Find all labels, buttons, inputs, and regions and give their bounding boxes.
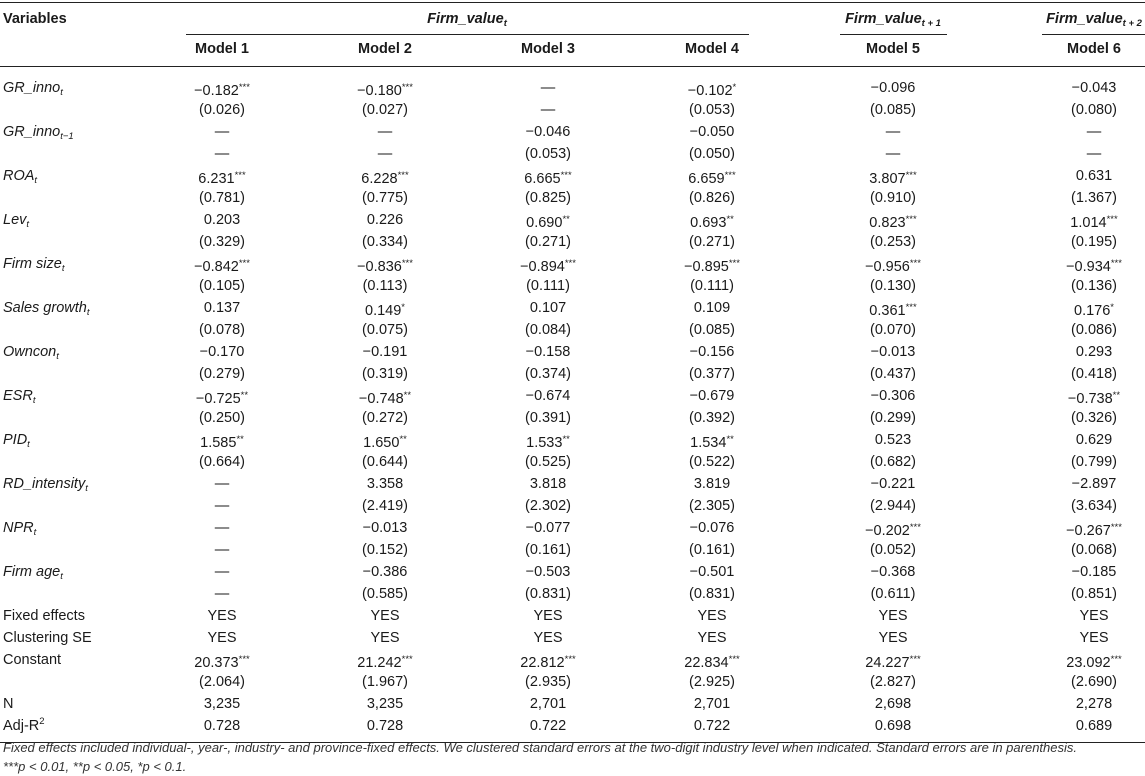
- std-error-cell: —: [1086, 146, 1102, 162]
- coefficient-cell: 23.092***: [1066, 654, 1122, 671]
- coefficient-cell: −0.013: [362, 520, 408, 536]
- coefficient-cell: 0.226: [366, 212, 404, 228]
- group-underline: [186, 34, 749, 35]
- std-error-cell: (0.105): [199, 278, 245, 294]
- std-error-cell: (2.690): [1071, 674, 1117, 690]
- coefficient-cell: −0.842***: [194, 258, 250, 275]
- coefficient-cell: —: [377, 124, 393, 140]
- coefficient-cell: YES: [697, 608, 727, 624]
- row-label: Owncon$_t$: [3, 344, 59, 362]
- std-error-cell: (0.075): [362, 322, 408, 338]
- std-error-cell: —: [885, 146, 901, 162]
- coefficient-cell: 0.293: [1075, 344, 1113, 360]
- coefficient-cell: −0.043: [1071, 80, 1117, 96]
- coefficient-cell: 6.665***: [524, 170, 572, 187]
- coefficient-cell: —: [885, 124, 901, 140]
- coefficient-cell: 20.373***: [194, 654, 250, 671]
- std-error-cell: (0.418): [1071, 366, 1117, 382]
- coefficient-cell: −0.202***: [865, 522, 921, 539]
- variables-header: Variables: [3, 11, 67, 27]
- coefficient-cell: YES: [207, 608, 237, 624]
- row-label: $PID_t$: [3, 432, 30, 450]
- coefficient-cell: 0.107: [529, 300, 567, 316]
- model-header: Model 5: [866, 41, 920, 57]
- std-error-cell: (0.152): [362, 542, 408, 558]
- std-error-cell: (2.935): [525, 674, 571, 690]
- coefficient-cell: 1.014***: [1070, 214, 1118, 231]
- std-error-cell: (0.136): [1071, 278, 1117, 294]
- coefficient-cell: 22.812***: [520, 654, 576, 671]
- coefficient-cell: −0.170: [199, 344, 245, 360]
- coefficient-cell: −0.013: [870, 344, 916, 360]
- coefficient-cell: YES: [878, 630, 908, 646]
- coefficient-cell: −0.895***: [684, 258, 740, 275]
- std-error-cell: (0.027): [362, 102, 408, 118]
- std-error-cell: (2.827): [870, 674, 916, 690]
- coefficient-cell: YES: [370, 630, 400, 646]
- std-error-cell: (0.085): [870, 102, 916, 118]
- coefficient-cell: 3,235: [366, 696, 404, 712]
- coefficient-cell: −0.368: [870, 564, 916, 580]
- std-error-cell: (0.437): [870, 366, 916, 382]
- table-notes: [3, 738, 1143, 776]
- coefficient-cell: 0.722: [529, 718, 567, 734]
- coefficient-cell: 3,235: [203, 696, 241, 712]
- row-label: Adj-$R^2$: [3, 716, 45, 734]
- coefficient-cell: 0.523: [874, 432, 912, 448]
- coefficient-cell: 0.361***: [869, 302, 917, 319]
- coefficient-cell: −0.748**: [358, 390, 412, 407]
- std-error-cell: (2.419): [362, 498, 408, 514]
- coefficient-cell: 22.834***: [684, 654, 740, 671]
- coefficient-cell: 21.242***: [357, 654, 413, 671]
- coefficient-cell: −0.738**: [1067, 390, 1121, 407]
- coefficient-cell: 0.631: [1075, 168, 1113, 184]
- row-label: $NPR_t$: [3, 520, 37, 538]
- coefficient-cell: —: [214, 124, 230, 140]
- coefficient-cell: 0.176*: [1074, 302, 1114, 319]
- coefficient-cell: —: [214, 564, 230, 580]
- std-error-cell: (0.781): [199, 190, 245, 206]
- top-rule: [0, 2, 1145, 3]
- row-label: $ROA_t$: [3, 168, 38, 186]
- coefficient-cell: 2,698: [874, 696, 912, 712]
- coefficient-cell: 2,278: [1075, 696, 1113, 712]
- coefficient-cell: 1.534**: [690, 434, 734, 451]
- header-rule: [0, 66, 1145, 67]
- coefficient-cell: 1.650**: [363, 434, 407, 451]
- group-header-firm-value: Firm_value$_{t + 2}$: [1046, 11, 1142, 29]
- std-error-cell: (0.253): [870, 234, 916, 250]
- coefficient-cell: −0.894***: [520, 258, 576, 275]
- coefficient-cell: YES: [1079, 630, 1109, 646]
- coefficient-cell: YES: [1079, 608, 1109, 624]
- coefficient-cell: −0.674: [525, 388, 571, 404]
- std-error-cell: (2.302): [525, 498, 571, 514]
- row-label: GR_inno$_{t-1}$: [3, 124, 74, 142]
- std-error-cell: (0.053): [689, 102, 735, 118]
- row-label: RD_intensity$_t$: [3, 476, 88, 494]
- coefficient-cell: 0.728: [203, 718, 241, 734]
- row-label: Lev$_t$: [3, 212, 30, 230]
- coefficient-cell: 3.807***: [869, 170, 917, 187]
- std-error-cell: (0.271): [689, 234, 735, 250]
- coefficient-cell: —: [1086, 124, 1102, 140]
- coefficient-cell: 2,701: [693, 696, 731, 712]
- std-error-cell: —: [377, 146, 393, 162]
- std-error-cell: (0.080): [1071, 102, 1117, 118]
- model-header: Model 6: [1067, 41, 1121, 57]
- coefficient-cell: 0.823***: [869, 214, 917, 231]
- std-error-cell: (0.682): [870, 454, 916, 470]
- std-error-cell: (0.831): [689, 586, 735, 602]
- coefficient-cell: −0.102*: [687, 82, 737, 99]
- row-label: Fixed effects: [3, 608, 85, 624]
- std-error-cell: (0.161): [689, 542, 735, 558]
- model-header: Model 1: [195, 41, 249, 57]
- coefficient-cell: −0.679: [689, 388, 735, 404]
- coefficient-cell: −0.956***: [865, 258, 921, 275]
- coefficient-cell: 3.358: [366, 476, 404, 492]
- coefficient-cell: −0.836***: [357, 258, 413, 275]
- std-error-cell: (0.825): [525, 190, 571, 206]
- coefficient-cell: −0.182***: [194, 82, 250, 99]
- coefficient-cell: 0.689: [1075, 718, 1113, 734]
- std-error-cell: (0.068): [1071, 542, 1117, 558]
- std-error-cell: (0.279): [199, 366, 245, 382]
- std-error-cell: (0.250): [199, 410, 245, 426]
- std-error-cell: (0.130): [870, 278, 916, 294]
- std-error-cell: (0.299): [870, 410, 916, 426]
- std-error-cell: (0.799): [1071, 454, 1117, 470]
- group-underline: [1042, 34, 1145, 35]
- coefficient-cell: 0.109: [693, 300, 731, 316]
- std-error-cell: (0.161): [525, 542, 571, 558]
- coefficient-cell: −0.221: [870, 476, 916, 492]
- coefficient-cell: 1.585**: [200, 434, 244, 451]
- std-error-cell: —: [214, 542, 230, 558]
- row-label: Firm age$_t$: [3, 564, 63, 582]
- coefficient-cell: −0.267***: [1066, 522, 1122, 539]
- coefficient-cell: −0.501: [689, 564, 735, 580]
- coefficient-cell: 24.227***: [865, 654, 921, 671]
- std-error-cell: (2.305): [689, 498, 735, 514]
- coefficient-cell: 0.722: [693, 718, 731, 734]
- coefficient-cell: 0.137: [203, 300, 241, 316]
- coefficient-cell: 0.698: [874, 718, 912, 734]
- coefficient-cell: −0.503: [525, 564, 571, 580]
- coefficient-cell: YES: [533, 608, 563, 624]
- row-label: Clustering SE: [3, 630, 92, 646]
- coefficient-cell: 1.533**: [526, 434, 570, 451]
- std-error-cell: (0.775): [362, 190, 408, 206]
- std-error-cell: (0.644): [362, 454, 408, 470]
- coefficient-cell: 2,701: [529, 696, 567, 712]
- row-label: Firm size$_t$: [3, 256, 65, 274]
- model-header: Model 2: [358, 41, 412, 57]
- std-error-cell: (0.113): [362, 278, 408, 294]
- std-error-cell: (0.391): [525, 410, 571, 426]
- std-error-cell: (0.272): [362, 410, 408, 426]
- std-error-cell: (0.111): [526, 278, 570, 294]
- std-error-cell: (0.910): [870, 190, 916, 206]
- coefficient-cell: −0.158: [525, 344, 571, 360]
- std-error-cell: (0.195): [1071, 234, 1117, 250]
- std-error-cell: —: [214, 146, 230, 162]
- std-error-cell: (1.967): [362, 674, 408, 690]
- coefficient-cell: —: [214, 520, 230, 536]
- group-header-firm-value: Firm_value$_{t + 1}$: [845, 11, 941, 29]
- notes-line-2: ***p < 0.01, **p < 0.05, *p < 0.1.: [3, 759, 187, 774]
- std-error-cell: (0.053): [525, 146, 571, 162]
- row-label: GR_inno$_t$: [3, 80, 63, 98]
- coefficient-cell: 0.203: [203, 212, 241, 228]
- std-error-cell: (0.522): [689, 454, 735, 470]
- coefficient-cell: −0.185: [1071, 564, 1117, 580]
- std-error-cell: (0.585): [362, 586, 408, 602]
- group-header-firm-value: Firm_value$_t$: [427, 11, 507, 29]
- coefficient-cell: −0.386: [362, 564, 408, 580]
- std-error-cell: (0.084): [525, 322, 571, 338]
- std-error-cell: (3.634): [1071, 498, 1117, 514]
- std-error-cell: (0.085): [689, 322, 735, 338]
- coefficient-cell: −0.180***: [357, 82, 413, 99]
- coefficient-cell: 0.690**: [526, 214, 570, 231]
- std-error-cell: (0.611): [870, 586, 916, 602]
- std-error-cell: (2.064): [199, 674, 245, 690]
- std-error-cell: (0.086): [1071, 322, 1117, 338]
- coefficient-cell: −0.050: [689, 124, 735, 140]
- model-header: Model 4: [685, 41, 739, 57]
- row-label: Sales growth$_t$: [3, 300, 90, 318]
- coefficient-cell: 0.149*: [365, 302, 405, 319]
- std-error-cell: (0.026): [199, 102, 245, 118]
- coefficient-cell: 6.659***: [688, 170, 736, 187]
- std-error-cell: (0.831): [525, 586, 571, 602]
- coefficient-cell: −0.934***: [1066, 258, 1122, 275]
- row-label: N: [3, 696, 14, 712]
- coefficient-cell: YES: [697, 630, 727, 646]
- coefficient-cell: −0.306: [870, 388, 916, 404]
- std-error-cell: (0.111): [690, 278, 734, 294]
- coefficient-cell: YES: [370, 608, 400, 624]
- coefficient-cell: YES: [207, 630, 237, 646]
- std-error-cell: (0.070): [870, 322, 916, 338]
- std-error-cell: (1.367): [1071, 190, 1117, 206]
- coefficient-cell: −0.191: [362, 344, 408, 360]
- std-error-cell: (0.329): [199, 234, 245, 250]
- coefficient-cell: 6.228***: [361, 170, 409, 187]
- std-error-cell: (0.851): [1071, 586, 1117, 602]
- notes-line-1: Fixed effects included individual-, year-, industry- and province-fixed effects. We clustered standard errors at the two-digit industry level when indicated. Standard errors are in parenthesis.: [3, 740, 1077, 755]
- std-error-cell: (0.374): [525, 366, 571, 382]
- coefficient-cell: YES: [533, 630, 563, 646]
- coefficient-cell: −0.096: [870, 80, 916, 96]
- std-error-cell: (0.334): [362, 234, 408, 250]
- coefficient-cell: —: [214, 476, 230, 492]
- coefficient-cell: −0.076: [689, 520, 735, 536]
- std-error-cell: (0.525): [525, 454, 571, 470]
- coefficient-cell: —: [540, 80, 556, 96]
- std-error-cell: (2.944): [870, 498, 916, 514]
- std-error-cell: (0.052): [870, 542, 916, 558]
- group-underline: [840, 34, 947, 35]
- std-error-cell: —: [214, 498, 230, 514]
- std-error-cell: (0.826): [689, 190, 735, 206]
- row-label: $ESR_t$: [3, 388, 36, 406]
- coefficient-cell: 6.231***: [198, 170, 246, 187]
- std-error-cell: (0.319): [362, 366, 408, 382]
- coefficient-cell: 0.693**: [690, 214, 734, 231]
- model-header: Model 3: [521, 41, 575, 57]
- coefficient-cell: −0.046: [525, 124, 571, 140]
- coefficient-cell: −0.725**: [195, 390, 249, 407]
- std-error-cell: (0.326): [1071, 410, 1117, 426]
- std-error-cell: (0.392): [689, 410, 735, 426]
- coefficient-cell: 3.819: [693, 476, 731, 492]
- std-error-cell: —: [540, 102, 556, 118]
- coefficient-cell: 0.629: [1075, 432, 1113, 448]
- coefficient-cell: 0.728: [366, 718, 404, 734]
- coefficient-cell: −0.156: [689, 344, 735, 360]
- std-error-cell: (0.664): [199, 454, 245, 470]
- std-error-cell: —: [214, 586, 230, 602]
- coefficient-cell: −2.897: [1071, 476, 1117, 492]
- row-label: Constant: [3, 652, 62, 668]
- std-error-cell: (0.078): [199, 322, 245, 338]
- std-error-cell: (0.050): [689, 146, 735, 162]
- std-error-cell: (0.271): [525, 234, 571, 250]
- std-error-cell: (0.377): [689, 366, 735, 382]
- coefficient-cell: YES: [878, 608, 908, 624]
- coefficient-cell: 3.818: [529, 476, 567, 492]
- coefficient-cell: −0.077: [525, 520, 571, 536]
- std-error-cell: (2.925): [689, 674, 735, 690]
